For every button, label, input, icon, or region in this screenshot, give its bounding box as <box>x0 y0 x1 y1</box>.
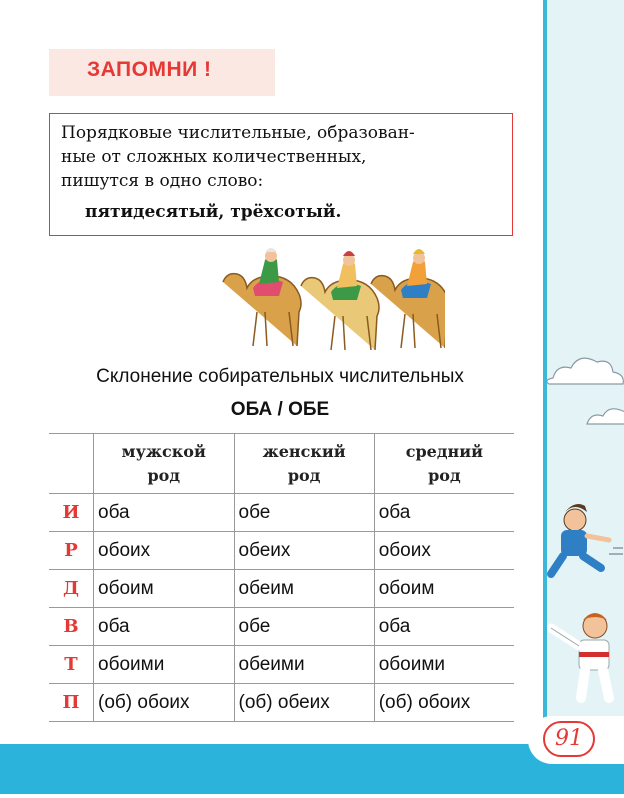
table-row <box>49 532 514 570</box>
table-row <box>49 684 514 722</box>
side-illustrations <box>543 0 624 794</box>
rule-line: пишутся в одно слово: <box>61 171 264 191</box>
table-row <box>49 608 514 646</box>
neuter-form: обоим <box>374 570 514 608</box>
table-row <box>49 494 514 532</box>
rule-line: Порядковые числительные, образован- <box>61 123 415 143</box>
header-neuter: средний род <box>374 434 514 494</box>
neuter-form: оба <box>374 494 514 532</box>
side-decoration-strip <box>543 0 624 794</box>
rule-line: ные от сложных количественных, <box>61 147 367 167</box>
case-label: Р <box>49 532 94 570</box>
side-strip-border <box>543 0 547 794</box>
table-title: Склонение собирательных числительных <box>96 366 464 387</box>
table-subtitle: ОБА / ОБЕ <box>230 399 330 420</box>
neuter-form: обоими <box>374 646 514 684</box>
masculine-form: обоих <box>94 532 235 570</box>
case-label: Т <box>49 646 94 684</box>
masculine-form: оба <box>94 494 235 532</box>
header-masculine: мужской род <box>94 434 235 494</box>
header-feminine: женский род <box>234 434 374 494</box>
feminine-form: обеими <box>234 646 374 684</box>
masculine-form: оба <box>94 608 235 646</box>
camel-icon <box>301 251 379 350</box>
masculine-form: обоим <box>94 570 235 608</box>
table-row <box>49 570 514 608</box>
neuter-form: (об) обоих <box>374 684 514 722</box>
feminine-form: обе <box>234 608 374 646</box>
feminine-form: обеим <box>234 570 374 608</box>
masculine-form: обоими <box>94 646 235 684</box>
remember-heading-box <box>49 49 275 96</box>
rule-example: пятидесятый, трёхсотый. <box>85 202 342 222</box>
karate-boy-icon <box>551 613 609 698</box>
case-label: Д <box>49 570 94 608</box>
rule-text <box>61 121 501 193</box>
header-case-cell <box>49 434 94 494</box>
cloud-icon <box>587 409 624 424</box>
camel-icon <box>223 248 301 346</box>
neuter-form: обоих <box>374 532 514 570</box>
declension-table <box>49 433 514 722</box>
page-number: 91 <box>543 721 595 757</box>
table-row <box>49 646 514 684</box>
masculine-form: (об) обоих <box>94 684 235 722</box>
feminine-form: обе <box>234 494 374 532</box>
camel-caravan-illustration <box>213 240 445 350</box>
remember-heading: ЗАПОМНИ ! <box>87 58 212 81</box>
case-label: И <box>49 494 94 532</box>
table-header-row <box>49 434 514 494</box>
feminine-form: обеих <box>234 532 374 570</box>
feminine-form: (об) обеих <box>234 684 374 722</box>
case-label: В <box>49 608 94 646</box>
neuter-form: оба <box>374 608 514 646</box>
case-label: П <box>49 684 94 722</box>
camel-icon <box>371 249 445 348</box>
running-boy-icon <box>551 504 623 574</box>
